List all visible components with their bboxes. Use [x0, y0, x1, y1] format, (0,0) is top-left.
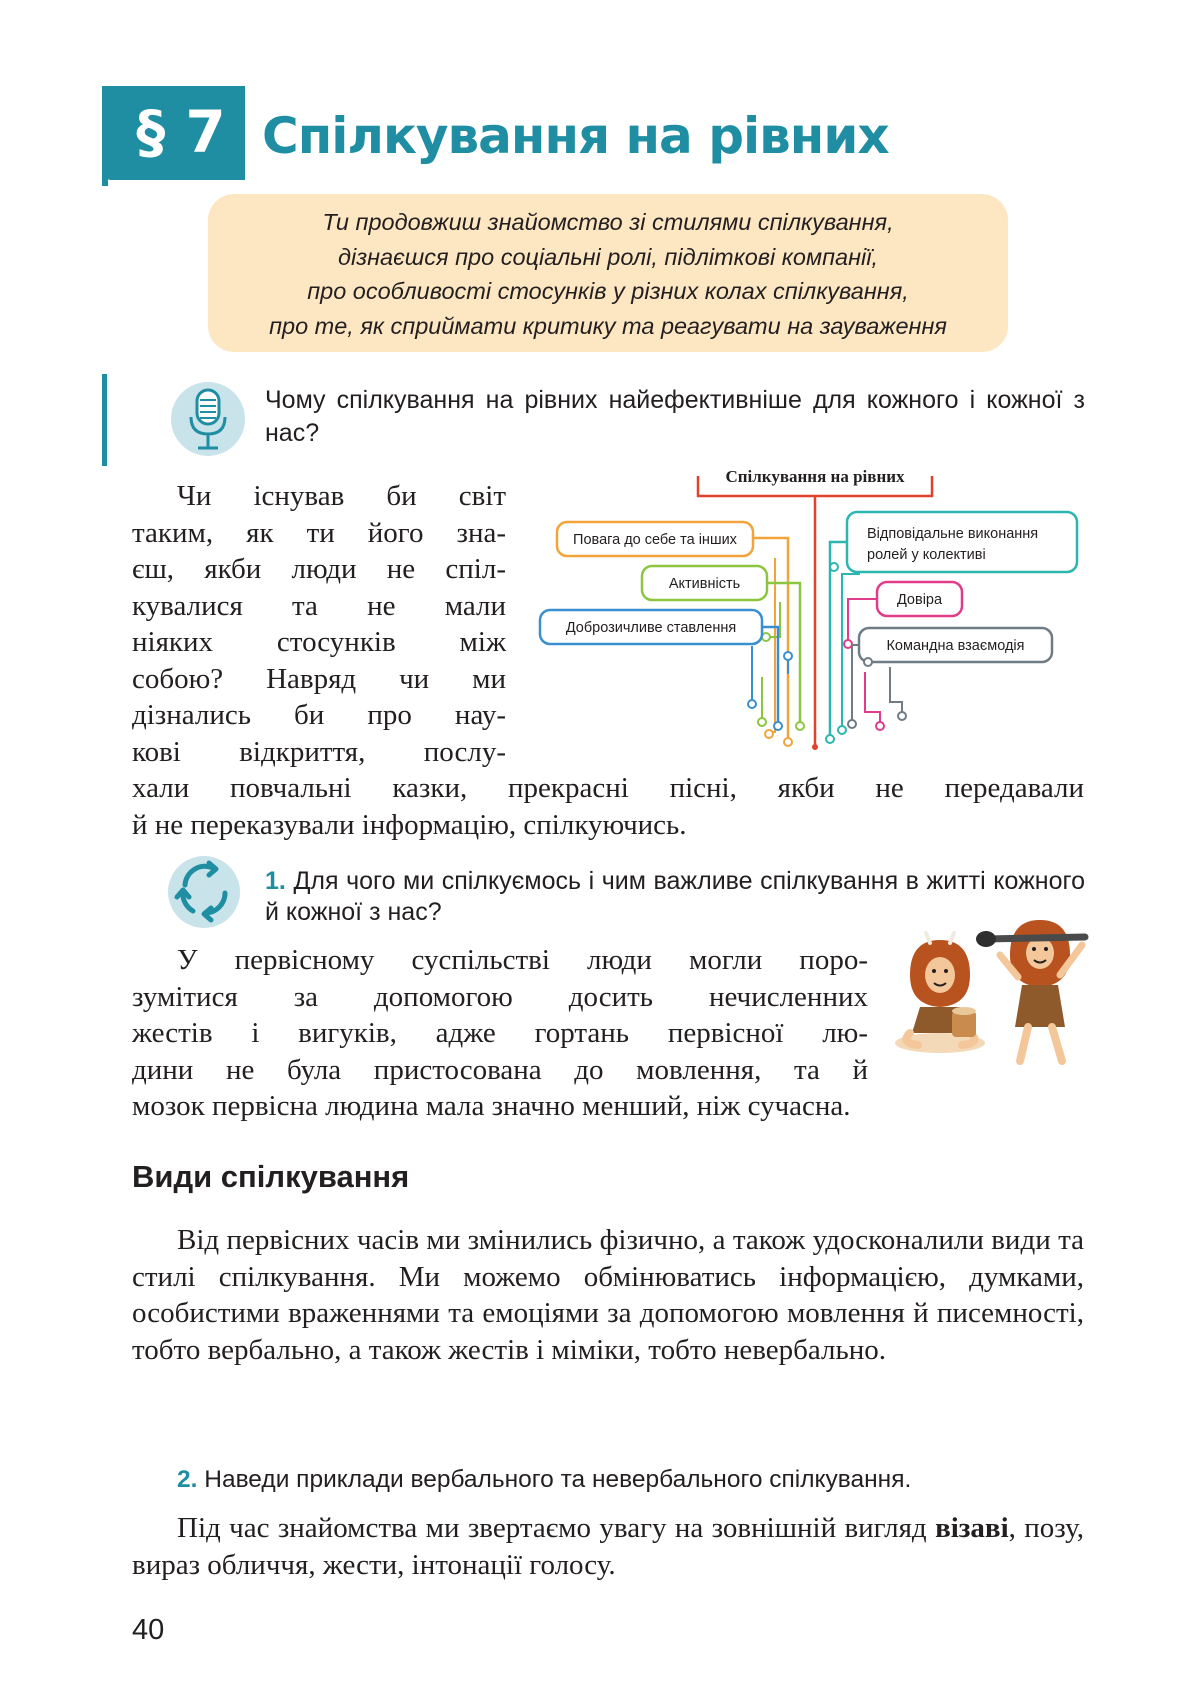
paragraph-1-wide [132, 770, 1084, 843]
intro-line: про те, як сприймати критику та реагувати на зауваження [269, 312, 947, 339]
text-line: таким, як ти його зна- [132, 516, 506, 549]
diagram-label-responsibility-1: Відповідальне виконання [867, 526, 1039, 542]
paragraph-2-wide: мозок первісна людина мала значно менший, ніж сучасна. [132, 1090, 851, 1122]
diagram-label-trust: Довіра [896, 592, 943, 608]
paragraph-4 [132, 1510, 1084, 1583]
diagram-label-teamwork: Командна взаємодія [886, 638, 1025, 654]
text-line: дини не була пристосована до мовлення, та й [132, 1053, 868, 1086]
text-line: зумітися за допомогою досить нечисленних [132, 980, 868, 1013]
term-bold: візаві [935, 1512, 1009, 1544]
question-bar [102, 374, 107, 466]
text-line: й не переказували інформацію, спілкуючись. [132, 808, 687, 841]
paragraph-1-narrow [132, 478, 506, 770]
text-run: Під час знайомства ми звертаємо увагу на зовнішній вигляд [177, 1512, 936, 1544]
diagram-label-kindness: Доброзичливе ставлення [565, 620, 737, 636]
task-text: Наведи приклади вербального та невербального спілкування. [204, 1466, 912, 1493]
communication-diagram [530, 462, 1090, 752]
recycle-arrows-icon [165, 853, 243, 931]
text-line: кові відкриття, послу- [132, 735, 506, 768]
diagram-label-respect: Повага до себе та інших [573, 532, 737, 548]
text-line: У первісному суспільстві люди могли поро- [177, 944, 868, 976]
page-number: 40 [132, 1614, 165, 1646]
intro-line: дізнаєшся про соціальні ролі, підліткові компанії, [337, 243, 878, 270]
question-text: Чому спілкування на рівних найефективніше для кожного і кожної з нас? [265, 386, 1085, 447]
intro-line: про особливості стосунків у різних колах спілкування, [307, 278, 909, 304]
section-heading: Види спілкування [132, 1159, 410, 1194]
text-run: , позу, вираз обличчя, жести, інтонації голосу. [132, 1512, 1084, 1581]
task-2 [177, 1464, 911, 1496]
task-text: Для чого ми спілкуємось і чим важливе спілкування в житті кожного й кожної з нас? [265, 867, 1085, 926]
intro-line: Ти продовжиш знайомство зі стилями спілкування, [322, 209, 894, 235]
cavemen-illustration [890, 915, 1090, 1065]
text-line: дізнались би про нау- [132, 699, 506, 731]
diagram-title: Спілкування на рівних [725, 467, 905, 486]
intro-box [208, 194, 1008, 352]
page-title: Спілкування на рівних [262, 107, 889, 165]
text-line: Чи існував би світ [177, 480, 506, 512]
diagram-label-activity: Активність [668, 576, 741, 592]
text-line: жестів і вигуків, адже гортань первісної лю- [132, 1017, 868, 1049]
paragraph-3: Від первісних часів ми змінились фізично, а також удосконалили види та стилі спілкування. Ми можемо обмінюватись інформацією, думками, особистими враженнями та емоціями за допомогою мовлення й писемності, тобто вербально, а також жестів і міміки, тобто невербально. [132, 1224, 1084, 1366]
microphone-icon [170, 381, 246, 457]
paragraph-2-narrow [132, 942, 868, 1088]
diagram-box-responsibility [847, 512, 1077, 572]
text-line: кувалися та не мали [132, 589, 506, 622]
task-number: 1. [265, 867, 286, 895]
task-number: 2. [177, 1466, 198, 1493]
text-line: собою? Навряд чи ми [132, 662, 506, 695]
text-line: єш, якби люди не спіл- [132, 553, 506, 585]
diagram-label-responsibility-2: ролей у колективі [867, 547, 986, 563]
text-line: хали повчальні казки, прекрасні пісні, якби не передавали [132, 772, 1084, 804]
paragraph-number: § 7 [136, 98, 226, 166]
text-line: ніяких стосунків між [132, 626, 506, 658]
